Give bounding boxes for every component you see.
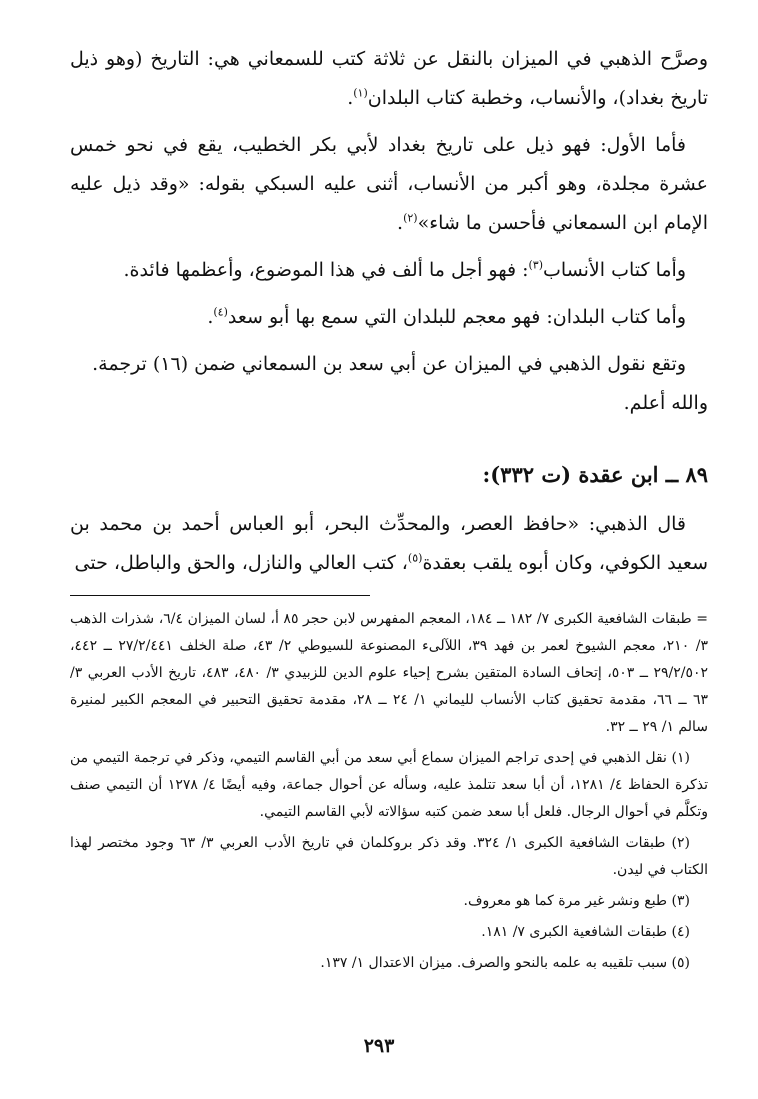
footnotes (70, 606, 708, 977)
page (70, 40, 708, 981)
paragraph-text: والله أعلم. (623, 392, 708, 414)
footnote-separator (70, 595, 370, 596)
paragraph-text: وتقع نقول الذهبي في الميزان عن أبي سعد بن السمعاني ضمن (١٦) ترجمة. (92, 353, 686, 375)
paragraph-text: ، كتب العالي والنازل، والحق والباطل، حتى (74, 552, 408, 574)
footnote-5: (٥) سبب تلقيبه به علمه بالنحو والصرف. ميزان الاعتدال ١/ ١٣٧. (320, 955, 690, 971)
paragraph-text: قال الذهبي: «حافظ العصر، والمحدِّث البحر، أبو العباس أحمد بن محمد بن سعيد الكوفي، وكان أبوه يلقب بعقدة (70, 513, 708, 574)
paragraph-text: : فهو أجل ما ألف في هذا الموضوع، وأعظمها فائدة. (123, 259, 529, 281)
paragraph-end: . (347, 87, 354, 109)
footnote-2: (٢) طبقات الشافعية الكبرى ١/ ٣٢٤. وقد ذكر بروكلمان في تاريخ الأدب العربي ٣/ ٦٣ وجود مختصر لهذا الكتاب في ليدن. (70, 835, 708, 878)
paragraph-text: وأما كتاب الأنساب (543, 259, 686, 281)
paragraph-closing (70, 384, 708, 423)
section-heading: ٨٩ ــ ابن عقدة (ت ٣٣٢): (482, 462, 708, 487)
paragraph-buldan (70, 298, 708, 337)
footnote-continued: = طبقات الشافعية الكبرى ٧/ ١٨٢ ــ ١٨٤، المعجم المفهرس لابن حجر ٨٥ أ، لسان الميزان ٦/٤، شذرات الذهب ٣/ ٢١٠، معجم الشيوخ لعمر بن فهد ٣٩، اللآلىء المصنوعة للسيوطي ٢/ ٤٣، صلة الخلف ٢٧/٢/٤٤١ ــ ٤٤٢، ٢٩/٢/٥٠٢ ــ ٥٠٣، إتحاف السادة المتقين بشرح إحياء علوم الدين للزبيدي ٣/ ٤٨٠، ٤٨٣، تاريخ الأدب العربي ٣/ ٦٣ ــ ٦٦، مقدمة تحقيق كتاب الأنساب لليماني ١/ ٢٤ ــ ٢٨، مقدمة تحقيق التحبير في المعجم الكبير لمنيرة سالم ١/ ٢٩ ــ ٣٢. (70, 611, 709, 735)
footnote-ref-1: (١) (353, 86, 368, 100)
footnote-ref-3: (٣) (528, 258, 544, 272)
footnote-ref-2: (٢) (403, 211, 418, 225)
paragraph-text: فأما الأول: فهو ذيل على تاريخ بغداد لأبي بكر الخطيب، يقع في نحو خمس عشرة مجلدة، وهو أكبر من الأنساب، أثنى عليه السبكي بقوله: «وقد ذيل عليه الإمام ابن السمعاني فأحسن ما شاء» (70, 134, 708, 234)
main-text (70, 40, 708, 583)
footnote-4: (٤) طبقات الشافعية الكبرى ٧/ ١٨١. (481, 924, 690, 940)
paragraph-quotes-count (70, 345, 708, 384)
footnote-3: (٣) طبع ونشر غير مرة كما هو معروف. (463, 893, 690, 909)
footnote-1: (١) نقل الذهبي في إحدى تراجم الميزان سماع أبي سعد من أبي القاسم التيمي، وذكر في ترجمة التيمي من تذكرة الحفاظ ٤/ ١٢٨١، أن أبا سعد تتلمذ عليه، وسأله عن أحوال جماعة، وفيه أيضًا ٤/ ١٢٧٨ أن التيمي صنف وتكلَّم في أحوال الرجال. فلعل أبا سعد ضمن كتبه سؤالاته لأبي القاسم التيمي. (70, 750, 709, 820)
paragraph-ansab (70, 251, 708, 290)
paragraph-first-book (70, 126, 708, 243)
footnote-ref-5: (٥) (407, 551, 423, 565)
paragraph-end: . (207, 306, 214, 328)
paragraph-ibn-uqda (70, 505, 708, 583)
paragraph-end: . (397, 212, 404, 234)
footnote-ref-4: (٤) (213, 305, 228, 319)
paragraph-text: وأما كتاب البلدان: فهو معجم للبلدان التي سمع بها أبو سعد (227, 306, 686, 328)
page-number: ٢٩٣ (363, 1035, 395, 1057)
paragraph-samaani-books (70, 40, 708, 118)
paragraph-text: وصرَّح الذهبي في الميزان بالنقل عن ثلاثة كتب للسمعاني هي: التاريخ (وهو ذيل تاريخ بغداد)، والأنساب، وخطبة كتاب البلدان (70, 48, 708, 109)
